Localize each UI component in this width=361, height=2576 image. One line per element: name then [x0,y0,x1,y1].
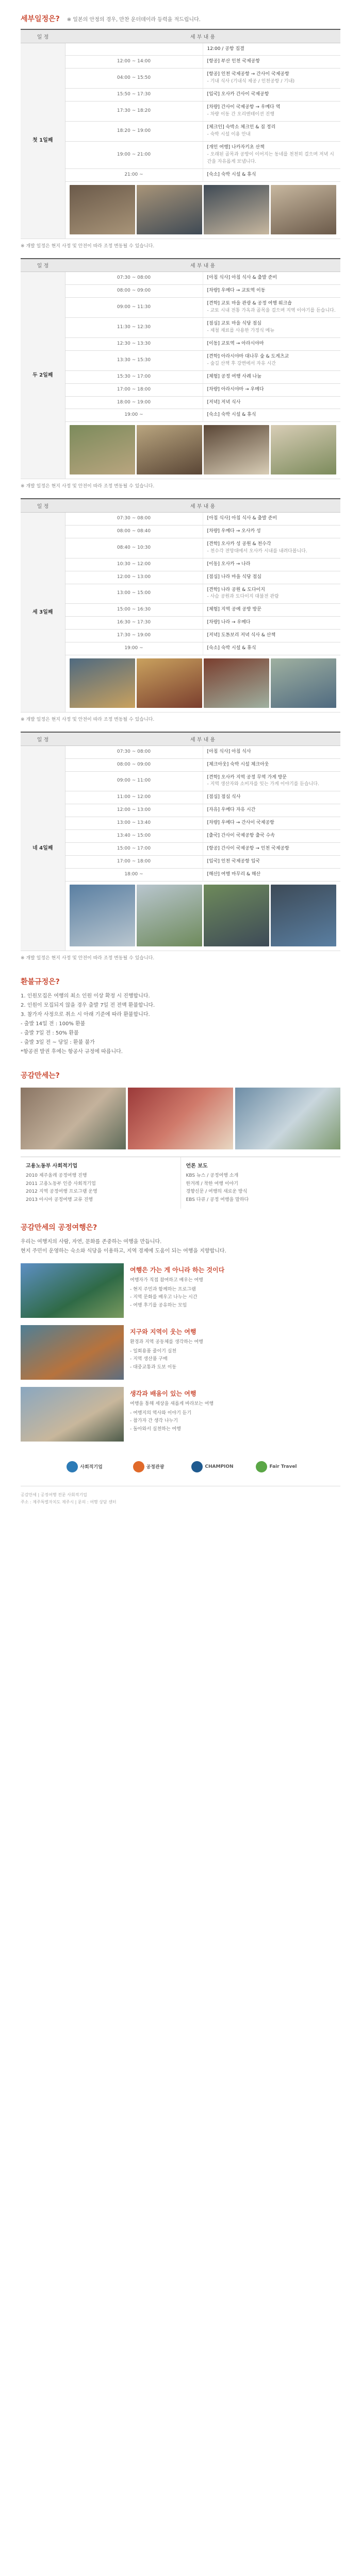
itinerary-row [21,617,340,630]
schedule-title: 세부일정은? [21,15,60,23]
trip-photo [271,658,336,708]
trip-photo [70,885,135,946]
logo-mark-icon [133,1461,144,1472]
partner-logo [184,1455,241,1479]
row-activity [203,642,340,655]
row-time: 12:30 ~ 13:30 [65,337,203,350]
org-title: 공감만세는? [21,1071,60,1080]
fair-item-subtitle: 환경과 지역 공동체를 생각하는 여행 [130,1339,203,1345]
row-activity [203,89,340,101]
itinerary-row [21,791,340,804]
row-activity [203,317,340,337]
activity-detail: - 기내 식사 (기내식 제공 / 인천공항 / 기내) [207,79,295,84]
row-time: 07:30 ~ 08:00 [65,512,203,525]
fair-intro [21,1238,340,1256]
row-time: 13:40 ~ 15:00 [65,830,203,843]
activity-title: [점심] 교토 마을 식당 점심 [207,320,261,326]
activity-detail: - 제철 재료를 사용한 가정식 메뉴 [207,328,275,333]
itinerary-row [21,337,340,350]
activity-title: [체크아웃] 숙박 시설 체크아웃 [207,761,269,767]
row-time: 09:00 ~ 11:30 [65,298,203,318]
fair-intro-line: 현지 주민이 운영하는 숙소와 식당을 이용하고, 지역 경제에 도움이 되는 여행을 지향합니다. [21,1248,226,1254]
org-photo [235,1088,340,1149]
org-photos [21,1088,340,1149]
itinerary-row [21,525,340,538]
row-time: 12:00 ~ 13:00 [65,571,203,584]
cancel-line: 3. 참가자 사정으로 취소 시 아래 기준에 따라 환불합니다. [21,1011,150,1018]
activity-title: [견학] 오사카 성 공원 & 천수각 [207,541,271,547]
footer-line: 주소 : 제주특별자치도 제주시 | 문의 : 여행 상담 센터 [21,1499,117,1504]
row-activity [203,383,340,396]
activity-title: [개인 여행] 나카자키초 산책 [207,144,265,150]
itinerary-row [21,122,340,142]
itinerary-row [21,383,340,396]
row-activity [203,337,340,350]
photo-row [21,422,340,479]
trip-photo [137,658,202,708]
org-info [21,1157,340,1209]
partner-logo [56,1455,113,1479]
row-time: 17:00 ~ 18:00 [65,383,203,396]
fair-item-line: - 지역 생산품 구매 [130,1357,168,1362]
activity-detail: - 천수각 전망대에서 오사카 시내를 내려다봅니다. [207,548,307,554]
itinerary-table [21,29,340,239]
fair-item-line: - 여행 후기를 공유하는 모임 [130,1302,187,1308]
row-activity [203,285,340,298]
col-day-header: 일 정 [21,732,65,745]
row-time: 13:30 ~ 15:30 [65,350,203,370]
itinerary-row [21,272,340,285]
day-label: 두 2일째 [21,272,65,479]
trip-photo [70,658,135,708]
schedule-footnote: ※ 개발 일정은 현지 사정 및 안전이 따라 조정 변동될 수 있습니다. [21,243,155,249]
fair-intro-line: 우리는 여행지의 사람, 자연, 문화를 존중하는 여행을 만듭니다. [21,1239,162,1245]
row-time: 07:30 ~ 08:00 [65,745,203,758]
row-activity [203,617,340,630]
fair-item [21,1325,340,1380]
itinerary-row [21,771,340,791]
org-history [21,1157,180,1209]
itinerary-row [21,69,340,89]
row-activity [203,272,340,285]
org-photo [128,1088,233,1149]
row-time: 18:00 ~ [65,869,203,882]
row-activity [203,122,340,142]
row-activity [203,101,340,122]
row-time: 18:20 ~ 19:00 [65,122,203,142]
row-activity [203,630,340,642]
row-time: 09:00 ~ 11:00 [65,771,203,791]
row-activity [203,56,340,69]
itinerary-row [21,843,340,856]
row-time: 12:00 ~ 13:00 [65,804,203,817]
itinerary-row [21,89,340,101]
footer [21,1486,340,1516]
activity-title: 12:00 / 공항 집결 [207,46,244,52]
col-day-header: 일 정 [21,29,65,43]
activity-title: [차량] 아라시야마 → 우메다 [207,386,264,392]
activity-title: [항공] 부산 인천 국제공항 [207,59,260,64]
org-line: KBS 뉴스 / 공정여행 소개 [186,1173,239,1178]
activity-title: [차량] 우메다 → 교토역 이동 [207,288,266,294]
fair-item-line: - 지역 문화를 배우고 나누는 시간 [130,1295,198,1300]
fair-item-line: - 대중교통과 도보 이동 [130,1364,177,1370]
partner-logo [120,1455,177,1479]
row-time: 08:40 ~ 10:30 [65,538,203,558]
itinerary-row [21,817,340,830]
footer-line: 공감만세 | 공정여행 전문 사회적기업 [21,1492,87,1497]
row-time: 15:00 ~ 17:00 [65,843,203,856]
itinerary-table [21,732,340,951]
fair-title: 공감만세의 공정여행은? [21,1223,97,1232]
itinerary-table [21,498,340,713]
row-activity [203,745,340,758]
row-time: 19:00 ~ [65,642,203,655]
logo-text: 공정관광 [146,1465,165,1470]
row-time: 15:50 ~ 17:30 [65,89,203,101]
photo-strip [70,885,337,946]
itinerary-header-row [21,29,340,43]
org-press-title: 언론 보도 [186,1163,208,1169]
row-time: 13:00 ~ 15:00 [65,584,203,604]
activity-title: [아침 식사] 아침 식사 & 출발 준비 [207,275,277,281]
fair-item-photo [21,1387,124,1442]
org-line: 2013 아시아 공정여행 교류 진행 [26,1197,93,1203]
trip-photo [271,185,336,234]
activity-title: [출국] 간사이 국제공항 출국 수속 [207,833,275,839]
itinerary-row [21,830,340,843]
activity-title: [항공] 간사이 국제공항 → 인천 국제공항 [207,846,289,852]
row-activity [203,538,340,558]
row-activity [203,856,340,869]
fair-item-subtitle: 여행자가 직접 참여하고 배우는 여행 [130,1277,203,1283]
schedule-footnote: ※ 개발 일정은 현지 사정 및 안전이 따라 조정 변동될 수 있습니다. [21,955,155,961]
photo-cell [65,655,340,713]
trip-photo [271,425,336,474]
logo-mark-icon [256,1461,267,1472]
itinerary-row [21,285,340,298]
fair-item-line: - 현지 주민과 함께하는 프로그램 [130,1286,196,1292]
activity-detail: - 숙박 시설 이용 안내 [207,132,251,137]
itinerary-row [21,558,340,571]
activity-title: [이동] 오사카 → 나라 [207,561,251,567]
activity-title: [차량] 우메다 → 간사이 국제공항 [207,820,274,826]
org-line: 2011 고용노동부 인증 사회적기업 [26,1181,96,1187]
logo-text: 사회적기업 [80,1465,103,1470]
activity-title: [항공] 인천 국제공항 → 간사이 국제공항 [207,72,289,77]
row-time: 21:00 ~ [65,168,203,181]
row-time: 19:00 ~ 21:00 [65,141,203,168]
activity-title: [숙소] 숙박 시설 & 휴식 [207,172,256,177]
row-activity [203,771,340,791]
itinerary-row [21,869,340,882]
itinerary-row [21,758,340,771]
activity-detail: - 지역 생산자와 소비자를 잇는 가게 이야기를 듣습니다. [207,782,319,787]
cancel-line: *항공권 발권 후에는 항공사 규정에 따릅니다. [21,1048,123,1055]
row-activity [203,396,340,409]
fair-item-body [130,1263,340,1310]
fair-item-line: - 돌아와서 실천하는 여행 [130,1426,181,1432]
col-detail-header: 세 부 내 용 [65,499,340,512]
trip-photo [70,425,135,474]
day-label: 네 4일째 [21,745,65,951]
itinerary-header-row [21,732,340,745]
itinerary-row [21,856,340,869]
activity-title: [견학] 아라시야마 대나무 숲 & 도게츠교 [207,353,289,359]
row-time: 17:00 ~ 18:00 [65,856,203,869]
org-press-lines [186,1172,336,1205]
logo-mark-icon [191,1461,203,1472]
itinerary-table [21,258,340,480]
col-day-header: 일 정 [21,499,65,512]
row-time: 08:00 ~ 08:40 [65,525,203,538]
fair-header [21,1209,340,1238]
col-detail-header: 세 부 내 용 [65,732,340,745]
activity-detail: - 사슴 공원과 도다이지 대불전 관람 [207,594,279,600]
row-activity [203,571,340,584]
row-activity [203,43,340,56]
org-line: 경향신문 / 여행의 새로운 방식 [186,1189,248,1195]
trip-photo [204,885,269,946]
day-label: 세 3일째 [21,512,65,712]
row-time: 08:00 ~ 09:00 [65,285,203,298]
activity-title: [차량] 나라 → 우메다 [207,620,251,625]
schedule-header [21,0,340,29]
row-activity [203,525,340,538]
fair-item-line: - 일회용품 줄이기 실천 [130,1348,177,1354]
logo-mark-icon [67,1461,78,1472]
row-activity [203,298,340,318]
itinerary-row [21,604,340,617]
row-time: 15:00 ~ 16:30 [65,604,203,617]
schedule-footnote: ※ 개발 일정은 현지 사정 및 안전이 따라 조정 변동될 수 있습니다. [21,484,155,489]
activity-title: [아침 식사] 아침 식사 [207,749,251,754]
itinerary-row [21,642,340,655]
cancel-line: - 출발 14일 전 : 100% 환불 [21,1021,86,1027]
row-activity [203,830,340,843]
trip-photo [137,425,202,474]
row-activity [203,168,340,181]
org-line: 2010 제주올레 공정여행 진행 [26,1173,87,1178]
day-label: 첫 1일째 [21,43,65,239]
trip-photo [137,185,202,234]
activity-detail: - 숲길 산책 후 강변에서 자유 시간 [207,361,276,366]
row-time: 07:30 ~ 08:00 [65,272,203,285]
trip-photo [204,658,269,708]
row-time [65,43,203,56]
schedule-tables [21,29,340,963]
photo-row [21,181,340,239]
row-activity [203,558,340,571]
org-line: 한겨레 / 착한 여행 이야기 [186,1181,238,1187]
fair-item-title: 생각과 배움이 있는 여행 [130,1389,196,1397]
row-activity [203,584,340,604]
org-header [21,1057,340,1086]
photo-cell [65,422,340,479]
org-photo [21,1088,126,1149]
itinerary-row [21,584,340,604]
itinerary-row [21,396,340,409]
activity-detail: - 교토 시내 전통 가옥과 골목을 걸으며 지역 이야기를 듣습니다. [207,308,336,313]
row-activity [203,350,340,370]
activity-detail: - 차량 이동 간 오리엔테이션 진행 [207,112,275,117]
photo-row [21,655,340,713]
fair-item-title: 여행은 가는 게 아니라 하는 것이다 [130,1266,225,1274]
org-history-lines [26,1172,175,1205]
col-detail-header: 세 부 내 용 [65,29,340,43]
row-activity [203,370,340,383]
row-activity [203,604,340,617]
row-time: 15:30 ~ 17:00 [65,370,203,383]
activity-title: [숙소] 숙박 시설 & 휴식 [207,646,256,651]
fair-item-body [130,1387,340,1433]
fair-item-photo [21,1263,124,1318]
row-time: 04:00 ~ 15:50 [65,69,203,89]
photo-strip [70,185,337,234]
activity-title: [체험] 공정 여행 사례 나눔 [207,374,261,379]
org-line: 2012 지역 공정여행 프로그램 운영 [26,1189,97,1195]
schedule-note: ※ 일본의 안정의 경우, 만찬 운더데이라 등력을 적드립니다. [67,16,201,23]
row-time: 17:30 ~ 18:20 [65,101,203,122]
row-time: 19:00 ~ [65,409,203,422]
itinerary-row [21,370,340,383]
activity-title: [자유] 우메다 자유 시간 [207,807,256,813]
row-time: 11:30 ~ 12:30 [65,317,203,337]
activity-title: [아침 식사] 아침 식사 & 출발 준비 [207,515,277,521]
activity-title: [체크인] 숙박소 체크인 & 짐 정리 [207,125,276,130]
row-activity [203,869,340,882]
cancel-line: 2. 인원이 모집되지 않을 경우 출발 7일 전 전액 환불합니다. [21,1002,155,1008]
photo-cell [65,181,340,239]
row-time: 08:00 ~ 09:00 [65,758,203,771]
org-history-title: 고용노동부 사회적기업 [26,1163,78,1169]
activity-title: [숙소] 숙박 시설 & 휴식 [207,412,256,418]
fair-items [21,1263,340,1442]
row-activity [203,804,340,817]
row-activity [203,69,340,89]
itinerary-row [21,350,340,370]
activity-title: [점심] 나라 마을 식당 점심 [207,574,261,580]
activity-title: [견학] 나라 공원 & 도다이지 [207,587,265,592]
partner-logo [248,1455,305,1479]
photo-strip [70,425,337,474]
activity-detail: - 오래된 골목과 공방이 이어지는 동네를 천천히 걸으며 저녁 시간을 자유롭게 보냅니다. [207,151,334,164]
itinerary-header-row [21,499,340,512]
itinerary-row [21,298,340,318]
photo-row [21,881,340,951]
row-time: 13:00 ~ 13:40 [65,817,203,830]
row-time: 16:30 ~ 17:30 [65,617,203,630]
photo-strip [70,658,337,708]
itinerary-row [21,168,340,181]
row-time: 12:00 ~ 14:00 [65,56,203,69]
cancel-line: - 출발 3일 전 ~ 당일 : 환불 불가 [21,1039,95,1045]
itinerary-row [21,538,340,558]
trip-photo [204,425,269,474]
row-activity [203,817,340,830]
row-activity [203,758,340,771]
row-time: 18:00 ~ 19:00 [65,396,203,409]
col-detail-header: 세 부 내 용 [65,259,340,272]
fair-item-body [130,1325,340,1371]
itinerary-row [21,101,340,122]
fair-item [21,1263,340,1318]
activity-title: [저녁] 도톤보리 저녁 식사 & 산책 [207,633,276,638]
activity-title: [입국] 오사카 간사이 국제공항 [207,92,269,97]
schedule-footnote: ※ 개발 일정은 현지 사정 및 안전이 따라 조정 변동될 수 있습니다. [21,717,155,723]
activity-title: [이동] 교토역 → 아라시야마 [207,341,264,346]
itinerary-row [21,317,340,337]
itinerary-header-row [21,259,340,272]
fair-item-line: - 여행지의 역사와 이야기 듣기 [130,1410,192,1416]
fair-item [21,1387,340,1442]
logo-text: CHAMPION [205,1464,234,1469]
activity-title: [견학] 교토 마을 관광 & 공정 여행 워크숍 [207,301,292,307]
itinerary-row [21,571,340,584]
itinerary-row [21,409,340,422]
cancel-header [21,963,340,992]
itinerary-row [21,141,340,168]
trip-photo [204,185,269,234]
activity-title: [체험] 지역 공예 공방 방문 [207,607,261,613]
itinerary-row [21,512,340,525]
row-activity [203,843,340,856]
cancel-line: 1. 인원모집은 여행의 최소 인원 이상 확정 시 진행합니다. [21,993,150,999]
trip-photo [271,885,336,946]
fair-item-title: 지구와 지역이 웃는 여행 [130,1328,196,1335]
row-time: 10:30 ~ 12:00 [65,558,203,571]
activity-title: [견학] 오사카 지역 공정 무역 가게 방문 [207,774,287,780]
activity-title: [차량] 간사이 국제공항 → 우메다 역 [207,105,281,110]
itinerary-row [21,43,340,56]
itinerary-row [21,630,340,642]
activity-title: [입국] 인천 국제공항 입국 [207,859,260,865]
org-press [180,1157,341,1209]
row-time: 17:30 ~ 19:00 [65,630,203,642]
activity-title: [해산] 여행 마무리 & 해산 [207,872,261,877]
activity-title: [저녁] 저녁 식사 [207,399,241,405]
cancel-line: - 출발 7일 전 : 50% 환불 [21,1030,79,1036]
partner-logos [21,1442,340,1486]
trip-photo [137,885,202,946]
fair-item-subtitle: 여행을 통해 세상을 새롭게 바라보는 여행 [130,1401,214,1406]
row-activity [203,791,340,804]
row-activity [203,512,340,525]
cancel-title: 환불규정은? [21,977,60,986]
itinerary-row [21,804,340,817]
photo-cell [65,881,340,951]
itinerary-row [21,745,340,758]
logo-text: Fair Travel [269,1464,297,1469]
itinerary-row [21,56,340,69]
row-activity [203,409,340,422]
row-activity [203,141,340,168]
cancel-rules [21,992,340,1057]
col-day-header: 일 정 [21,259,65,272]
trip-photo [70,185,135,234]
row-time: 11:00 ~ 12:00 [65,791,203,804]
org-line: EBS 다큐 / 공정 여행을 말하다 [186,1197,249,1203]
activity-title: [차량] 우메다 → 오사카 성 [207,528,261,534]
activity-title: [점심] 점심 식사 [207,794,241,800]
fair-item-photo [21,1325,124,1380]
fair-item-line: - 참가자 간 생각 나누기 [130,1418,178,1424]
